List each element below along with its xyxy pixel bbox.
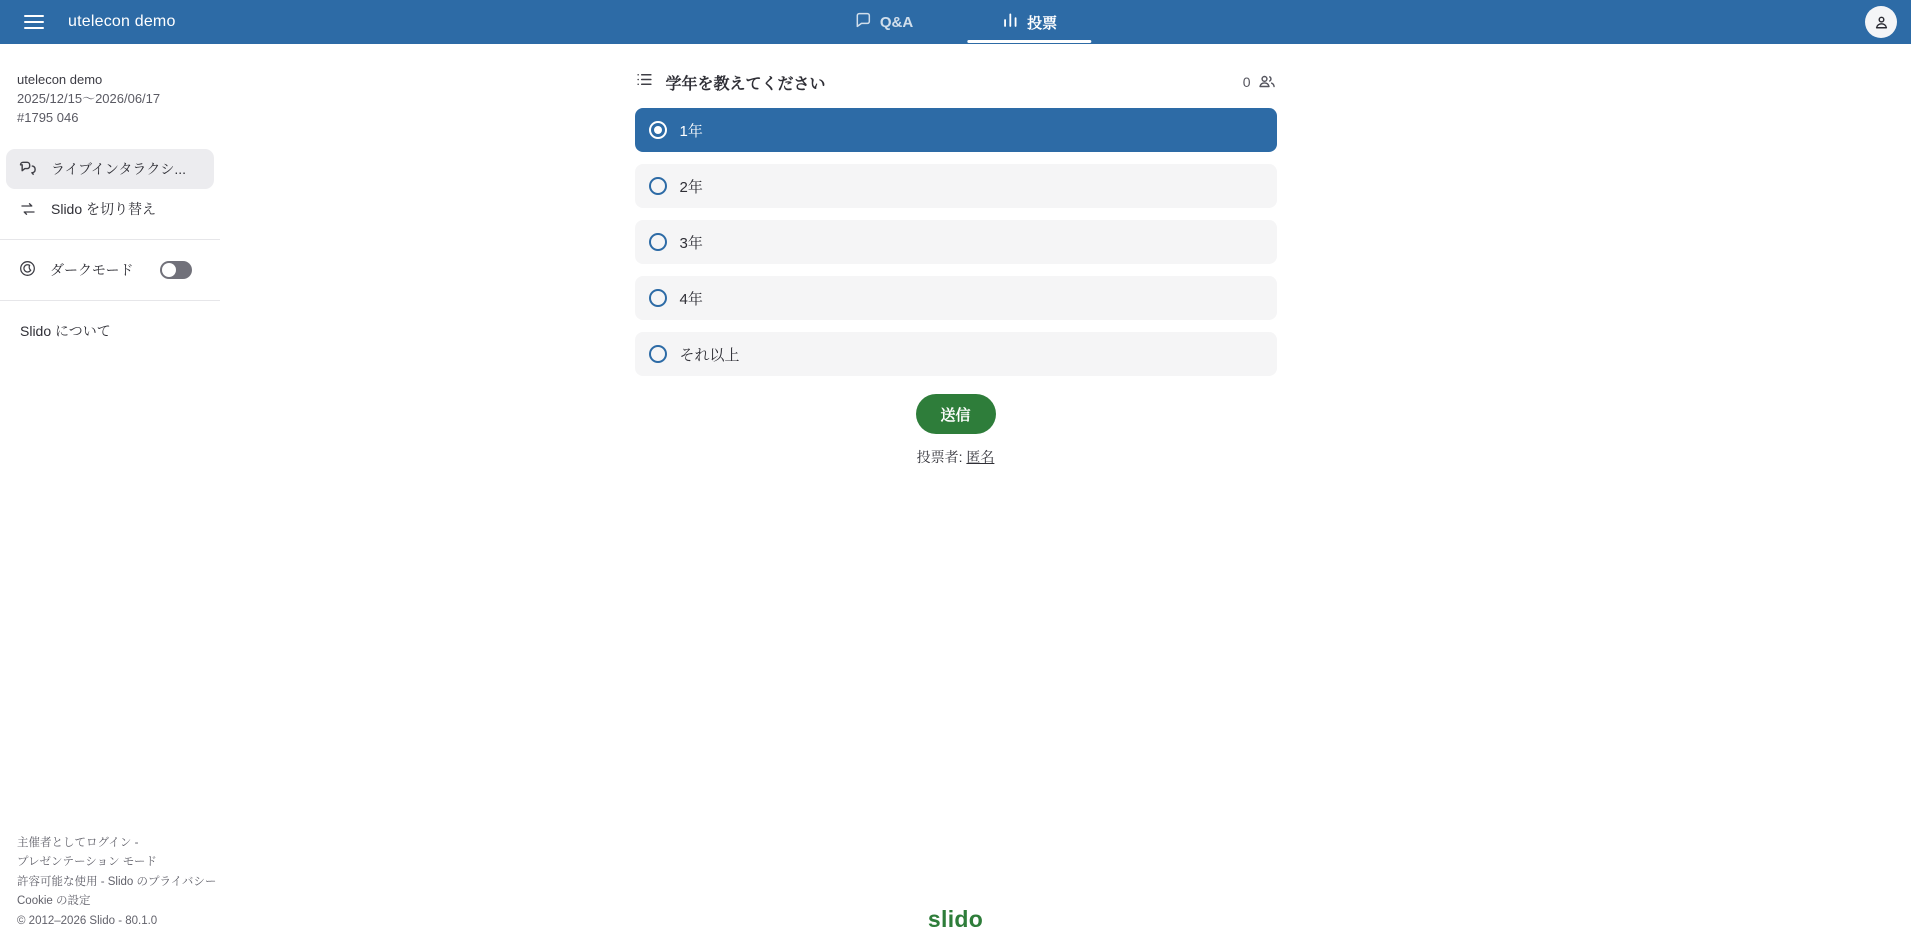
- tab-qa[interactable]: [810, 0, 957, 44]
- radio-icon: [649, 233, 667, 251]
- event-info: [0, 44, 220, 127]
- poll-question: 学年を教えてください: [665, 75, 826, 93]
- footer-link-presentation-mode[interactable]: プレゼンテーション モード: [17, 856, 157, 868]
- radio-icon: [649, 345, 667, 363]
- radio-selected-icon: [649, 121, 667, 139]
- sidebar-item-label: Slido を切り替え: [51, 201, 157, 217]
- poll-options: [635, 108, 1277, 376]
- sidebar-event-dates: 2025/12/15〜2026/06/17: [17, 91, 161, 106]
- chat-bubble-icon: [854, 11, 872, 33]
- dark-mode-toggle[interactable]: [160, 261, 192, 279]
- poll-header: [635, 70, 1277, 94]
- poll-option-label: それ以上: [679, 346, 740, 364]
- voter-anonymous-link[interactable]: 匿名: [966, 449, 995, 465]
- sidebar: [0, 44, 220, 943]
- hamburger-menu-icon[interactable]: [20, 8, 48, 36]
- radio-icon: [649, 177, 667, 195]
- footer-link-cookie-settings[interactable]: Cookie の設定: [17, 895, 91, 907]
- sidebar-item-label: ライブインタラクシ...: [51, 161, 187, 177]
- poll-option-2[interactable]: [635, 164, 1277, 208]
- tab-polls[interactable]: [957, 0, 1101, 44]
- dark-mode-row: [0, 250, 220, 290]
- about-slido-link[interactable]: Slido について: [20, 323, 111, 339]
- footer-copyright: © 2012–2026 Slido - 80.1.0: [17, 914, 158, 927]
- poll-option-1[interactable]: [635, 108, 1277, 152]
- people-icon: [1257, 71, 1277, 94]
- voter-row: [635, 447, 1277, 467]
- dark-mode-icon: [18, 259, 37, 281]
- sidebar-item-switch-slido[interactable]: [6, 189, 214, 229]
- poll-option-label: 3年: [679, 234, 703, 252]
- tab-polls-label: 投票: [1027, 14, 1058, 32]
- poll-option-label: 2年: [679, 178, 703, 196]
- poll-type-list-icon: [635, 70, 654, 94]
- sidebar-event-name: utelecon demo: [17, 72, 103, 87]
- sidebar-footer: [17, 834, 216, 932]
- voter-prefix: 投票者:: [916, 449, 963, 465]
- sidebar-menu: [0, 149, 220, 229]
- slido-logo[interactable]: slido: [927, 906, 984, 932]
- poll-bars-icon: [1001, 11, 1019, 33]
- poll-option-label: 4年: [679, 290, 703, 308]
- top-bar: [0, 0, 1911, 44]
- tab-qa-label: Q&A: [879, 13, 914, 31]
- chat-bubbles-icon: [18, 159, 38, 179]
- participants-count: 0: [1242, 74, 1251, 90]
- poll-option-5[interactable]: [635, 332, 1277, 376]
- poll-option-4[interactable]: [635, 276, 1277, 320]
- footer-link-login-as-host[interactable]: 主催者としてログイン -: [17, 836, 139, 849]
- footer-link-acceptable-use-privacy[interactable]: 許容可能な使用 - Slido のプライバシー: [17, 875, 217, 888]
- sidebar-divider: [0, 300, 220, 301]
- tab-bar: [810, 0, 1101, 44]
- person-icon: [1872, 13, 1891, 32]
- user-avatar-button[interactable]: [1865, 6, 1897, 38]
- submit-button[interactable]: 送信: [916, 394, 996, 434]
- poll-card: [635, 44, 1277, 467]
- event-title: utelecon demo: [68, 13, 176, 30]
- sidebar-item-live-interaction[interactable]: [6, 149, 214, 189]
- radio-icon: [649, 289, 667, 307]
- poll-option-label: 1年: [679, 122, 703, 140]
- poll-option-3[interactable]: [635, 220, 1277, 264]
- participants-counter: [1243, 71, 1277, 94]
- sidebar-divider: [0, 239, 220, 240]
- swap-arrows-icon: [18, 199, 38, 219]
- dark-mode-label: ダークモード: [50, 262, 134, 278]
- sidebar-event-code: #1795 046: [17, 110, 79, 125]
